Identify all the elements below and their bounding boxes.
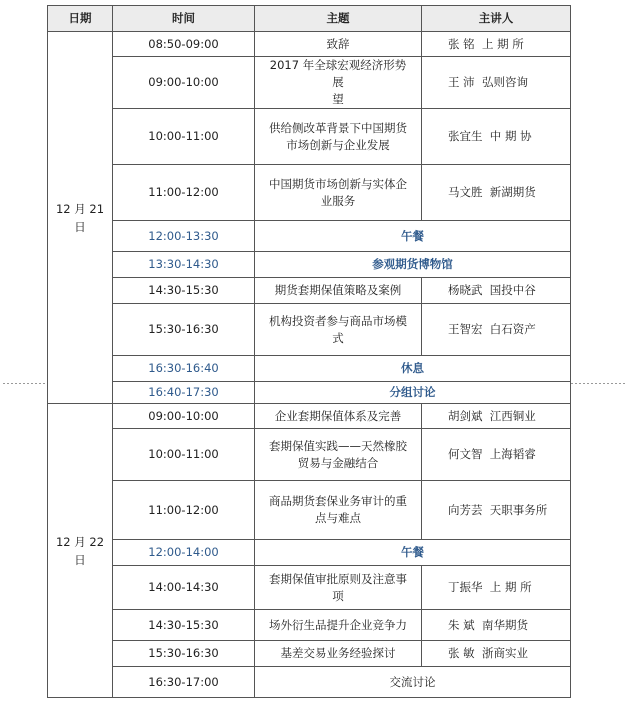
speaker-cell bbox=[422, 57, 571, 109]
time-cell: 16:30-17:00 bbox=[113, 667, 255, 698]
time-cell: 16:40-17:30 bbox=[113, 382, 255, 404]
table-row bbox=[48, 221, 571, 252]
topic-cell: 企业套期保值体系及完善 bbox=[255, 404, 422, 429]
speaker-text: 张 敏 浙商实业 bbox=[448, 646, 528, 660]
time-cell: 09:00-10:00 bbox=[113, 57, 255, 109]
table-row bbox=[48, 165, 571, 221]
session-break-cell: 分组讨论 bbox=[255, 382, 571, 404]
speaker-cell bbox=[422, 641, 571, 667]
table-row bbox=[48, 252, 571, 278]
table-row bbox=[48, 382, 571, 404]
time-cell: 08:50-09:00 bbox=[113, 32, 255, 57]
time-cell: 10:00-11:00 bbox=[113, 109, 255, 165]
topic-cell: 致辞 bbox=[255, 32, 422, 57]
schedule-body bbox=[48, 32, 571, 698]
table-row bbox=[48, 481, 571, 540]
table-row bbox=[48, 404, 571, 429]
speaker-cell bbox=[422, 304, 571, 356]
header-topic: 主题 bbox=[255, 6, 422, 32]
time-cell: 16:30-16:40 bbox=[113, 356, 255, 382]
date-cell: 12 月 22 日 bbox=[48, 404, 113, 698]
header-time: 时间 bbox=[113, 6, 255, 32]
topic-cell: 场外衍生品提升企业竞争力 bbox=[255, 610, 422, 641]
speaker-cell bbox=[422, 165, 571, 221]
session-break-cell: 参观期货博物馆 bbox=[255, 252, 571, 278]
speaker-cell bbox=[422, 109, 571, 165]
time-cell: 14:30-15:30 bbox=[113, 610, 255, 641]
header-row bbox=[48, 6, 571, 32]
table-row bbox=[48, 32, 571, 57]
schedule-table bbox=[47, 5, 571, 698]
table-row bbox=[48, 641, 571, 667]
speaker-text: 向芳芸 天职事务所 bbox=[448, 502, 548, 517]
header-speaker: 主讲人 bbox=[422, 6, 571, 32]
speaker-text: 张 铭 上 期 所 bbox=[448, 36, 524, 51]
speaker-text: 张宜生 中 期 协 bbox=[448, 129, 532, 143]
table-row bbox=[48, 304, 571, 356]
header-date: 日期 bbox=[48, 6, 113, 32]
dotted-separator bbox=[571, 383, 627, 384]
speaker-cell bbox=[422, 429, 571, 481]
topic-cell: 套期保值实践——天然橡胶 贸易与金融结合 bbox=[255, 429, 422, 481]
time-cell: 14:30-15:30 bbox=[113, 278, 255, 304]
speaker-cell bbox=[422, 610, 571, 641]
table-row bbox=[48, 109, 571, 165]
topic-cell: 中国期货市场创新与实体企 业服务 bbox=[255, 165, 422, 221]
topic-cell: 期货套期保值策略及案例 bbox=[255, 278, 422, 304]
table-row bbox=[48, 610, 571, 641]
table-row bbox=[48, 278, 571, 304]
date-cell: 12 月 21 日 bbox=[48, 32, 113, 404]
topic-cell: 机构投资者参与商品市场模 式 bbox=[255, 304, 422, 356]
speaker-text: 丁振华 上 期 所 bbox=[448, 580, 532, 594]
speaker-text: 杨晓武 国投中谷 bbox=[448, 283, 536, 297]
speaker-text: 王 沛 弘则咨询 bbox=[448, 75, 528, 89]
session-plain-cell: 交流讨论 bbox=[255, 667, 571, 698]
topic-cell: 基差交易业务经验探讨 bbox=[255, 641, 422, 667]
dotted-separator bbox=[3, 383, 47, 384]
table-row bbox=[48, 57, 571, 109]
time-cell: 10:00-11:00 bbox=[113, 429, 255, 481]
speaker-cell bbox=[422, 404, 571, 429]
speaker-cell bbox=[422, 278, 571, 304]
speaker-text: 朱 斌 南华期货 bbox=[448, 617, 528, 632]
time-cell: 15:30-16:30 bbox=[113, 641, 255, 667]
topic-cell: 套期保值审批原则及注意事 项 bbox=[255, 566, 422, 610]
time-cell: 11:00-12:00 bbox=[113, 165, 255, 221]
speaker-cell bbox=[422, 32, 571, 57]
speaker-text: 何文智 上海韬睿 bbox=[448, 447, 536, 461]
topic-cell: 供给侧改革背景下中国期货 市场创新与企业发展 bbox=[255, 109, 422, 165]
time-cell: 09:00-10:00 bbox=[113, 404, 255, 429]
table-row bbox=[48, 429, 571, 481]
topic-cell: 2017 年全球宏观经济形势展 望 bbox=[255, 57, 422, 109]
time-cell: 15:30-16:30 bbox=[113, 304, 255, 356]
table-row bbox=[48, 540, 571, 566]
time-cell: 12:00-13:30 bbox=[113, 221, 255, 252]
speaker-text: 马文胜 新湖期货 bbox=[448, 185, 536, 199]
session-break-cell: 午餐 bbox=[255, 540, 571, 566]
speaker-text: 胡剑斌 江西铜业 bbox=[448, 408, 536, 423]
speaker-cell bbox=[422, 481, 571, 540]
speaker-text: 王智宏 白石资产 bbox=[448, 322, 536, 336]
topic-cell: 商品期货套保业务审计的重 点与难点 bbox=[255, 481, 422, 540]
speaker-cell bbox=[422, 566, 571, 610]
session-break-cell: 午餐 bbox=[255, 221, 571, 252]
time-cell: 14:00-14:30 bbox=[113, 566, 255, 610]
time-cell: 11:00-12:00 bbox=[113, 481, 255, 540]
session-break-cell: 休息 bbox=[255, 356, 571, 382]
table-row bbox=[48, 566, 571, 610]
table-row bbox=[48, 356, 571, 382]
time-cell: 12:00-14:00 bbox=[113, 540, 255, 566]
time-cell: 13:30-14:30 bbox=[113, 252, 255, 278]
table-row bbox=[48, 667, 571, 698]
